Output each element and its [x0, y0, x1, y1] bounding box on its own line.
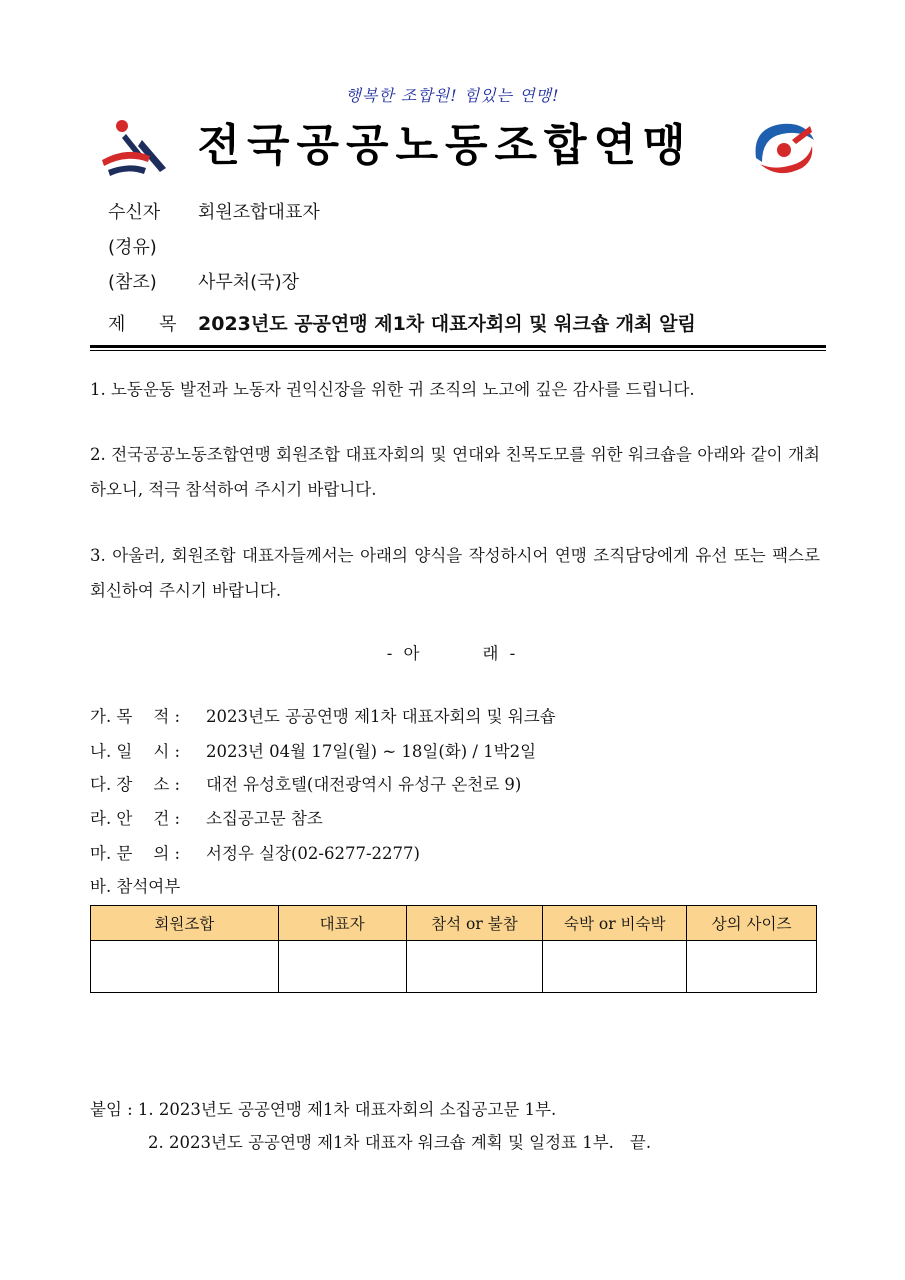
detail-contact: [90, 840, 420, 864]
cell-shirt-size[interactable]: [687, 941, 817, 993]
detail-purpose: [90, 703, 556, 727]
paragraph-3: 3. 아울러, 회원조합 대표자들께서는 아래의 양식을 작성하시어 연맹 조직담당에게 유선 또는 팩스로 회신하여 주시기 바랍니다.: [90, 546, 820, 600]
detail-attendance: [90, 873, 180, 897]
paragraph-1: 1. 노동운동 발전과 노동자 권익신장을 위한 귀 조직의 노고에 깊은 감사를 드립니다.: [90, 380, 695, 399]
detail-value: 소집공고문 참조: [206, 809, 323, 828]
attachment-text: 2. 2023년도 공공연맹 제1차 대표자 워크숍 계획 및 일정표 1부.: [148, 1133, 614, 1152]
header-divider-thick: [90, 345, 826, 348]
section-heading-left: - 아: [386, 644, 423, 663]
col-header-shirt-size: 상의 사이즈: [687, 906, 817, 941]
paragraph-2: 2. 전국공공노동조합연맹 회원조합 대표자회의 및 연대와 친목도모를 위한 워크숍을 아래와 같이 개최 하오니, 적극 참석하여 주시기 바랍니다.: [90, 445, 820, 499]
slogan: 행복한 조합원! 힘있는 연맹!: [345, 86, 560, 105]
cell-attendance[interactable]: [406, 941, 543, 993]
recipient-label: 수신자: [108, 202, 161, 223]
subject-value: 2023년도 공공연맹 제1차 대표자회의 및 워크숍 개최 알림: [198, 313, 696, 335]
col-header-representative: 대표자: [278, 906, 406, 941]
detail-label: 마. 문 의 :: [90, 844, 181, 863]
reference-line: [108, 268, 299, 294]
detail-label: 다. 장 소 :: [90, 775, 181, 794]
header-divider-thin: [90, 350, 826, 351]
letterhead: [90, 112, 830, 182]
detail-value: 서정우 실장(02-6277-2277): [206, 844, 420, 863]
table-header-row: [91, 906, 817, 941]
detail-value: 2023년 04월 17일(월) ~ 18일(화) / 1박2일: [206, 742, 537, 761]
detail-label: 라. 안 건 :: [90, 809, 181, 828]
reference-label: (참조): [108, 272, 157, 293]
col-header-lodging: 숙박 or 비숙박: [543, 906, 687, 941]
detail-value: 대전 유성호텔(대전광역시 유성구 온천로 9): [206, 775, 522, 794]
attendance-form-table: [90, 905, 817, 993]
end-mark: 끝.: [629, 1133, 652, 1152]
via-line: [108, 233, 198, 259]
attachment-line-1: 붙임 : 1. 2023년도 공공연맹 제1차 대표자회의 소집공고문 1부.: [90, 1100, 557, 1119]
detail-location: [90, 771, 521, 795]
via-label: (경유): [108, 237, 157, 258]
detail-label: 가. 목 적 :: [90, 707, 181, 726]
detail-datetime: [90, 738, 536, 762]
recipient-value: 회원조합대표자: [198, 202, 320, 223]
federation-logo-right-icon: [748, 118, 818, 180]
col-header-union: 회원조합: [91, 906, 279, 941]
col-header-attendance: 참석 or 불참: [406, 906, 543, 941]
cell-union[interactable]: [91, 941, 279, 993]
detail-label: 나. 일 시 :: [90, 742, 181, 761]
section-heading-below: [0, 640, 905, 664]
attachment-line-2: [148, 1129, 651, 1153]
union-logo-left-icon: [98, 116, 170, 180]
subject-line: [108, 309, 696, 336]
recipient-line: [108, 198, 320, 224]
cell-lodging[interactable]: [543, 941, 687, 993]
reference-value: 사무처(국)장: [198, 272, 299, 293]
detail-value: 2023년도 공공연맹 제1차 대표자회의 및 워크숍: [206, 707, 556, 726]
organization-name: 전국공공노동조합연맹: [197, 120, 693, 171]
cell-representative[interactable]: [278, 941, 406, 993]
detail-label: 바. 참석여부: [90, 877, 181, 896]
table-row: [91, 941, 817, 993]
subject-label: 제 목: [108, 314, 191, 335]
section-heading-right: 래 -: [482, 644, 519, 663]
detail-agenda: [90, 805, 323, 829]
